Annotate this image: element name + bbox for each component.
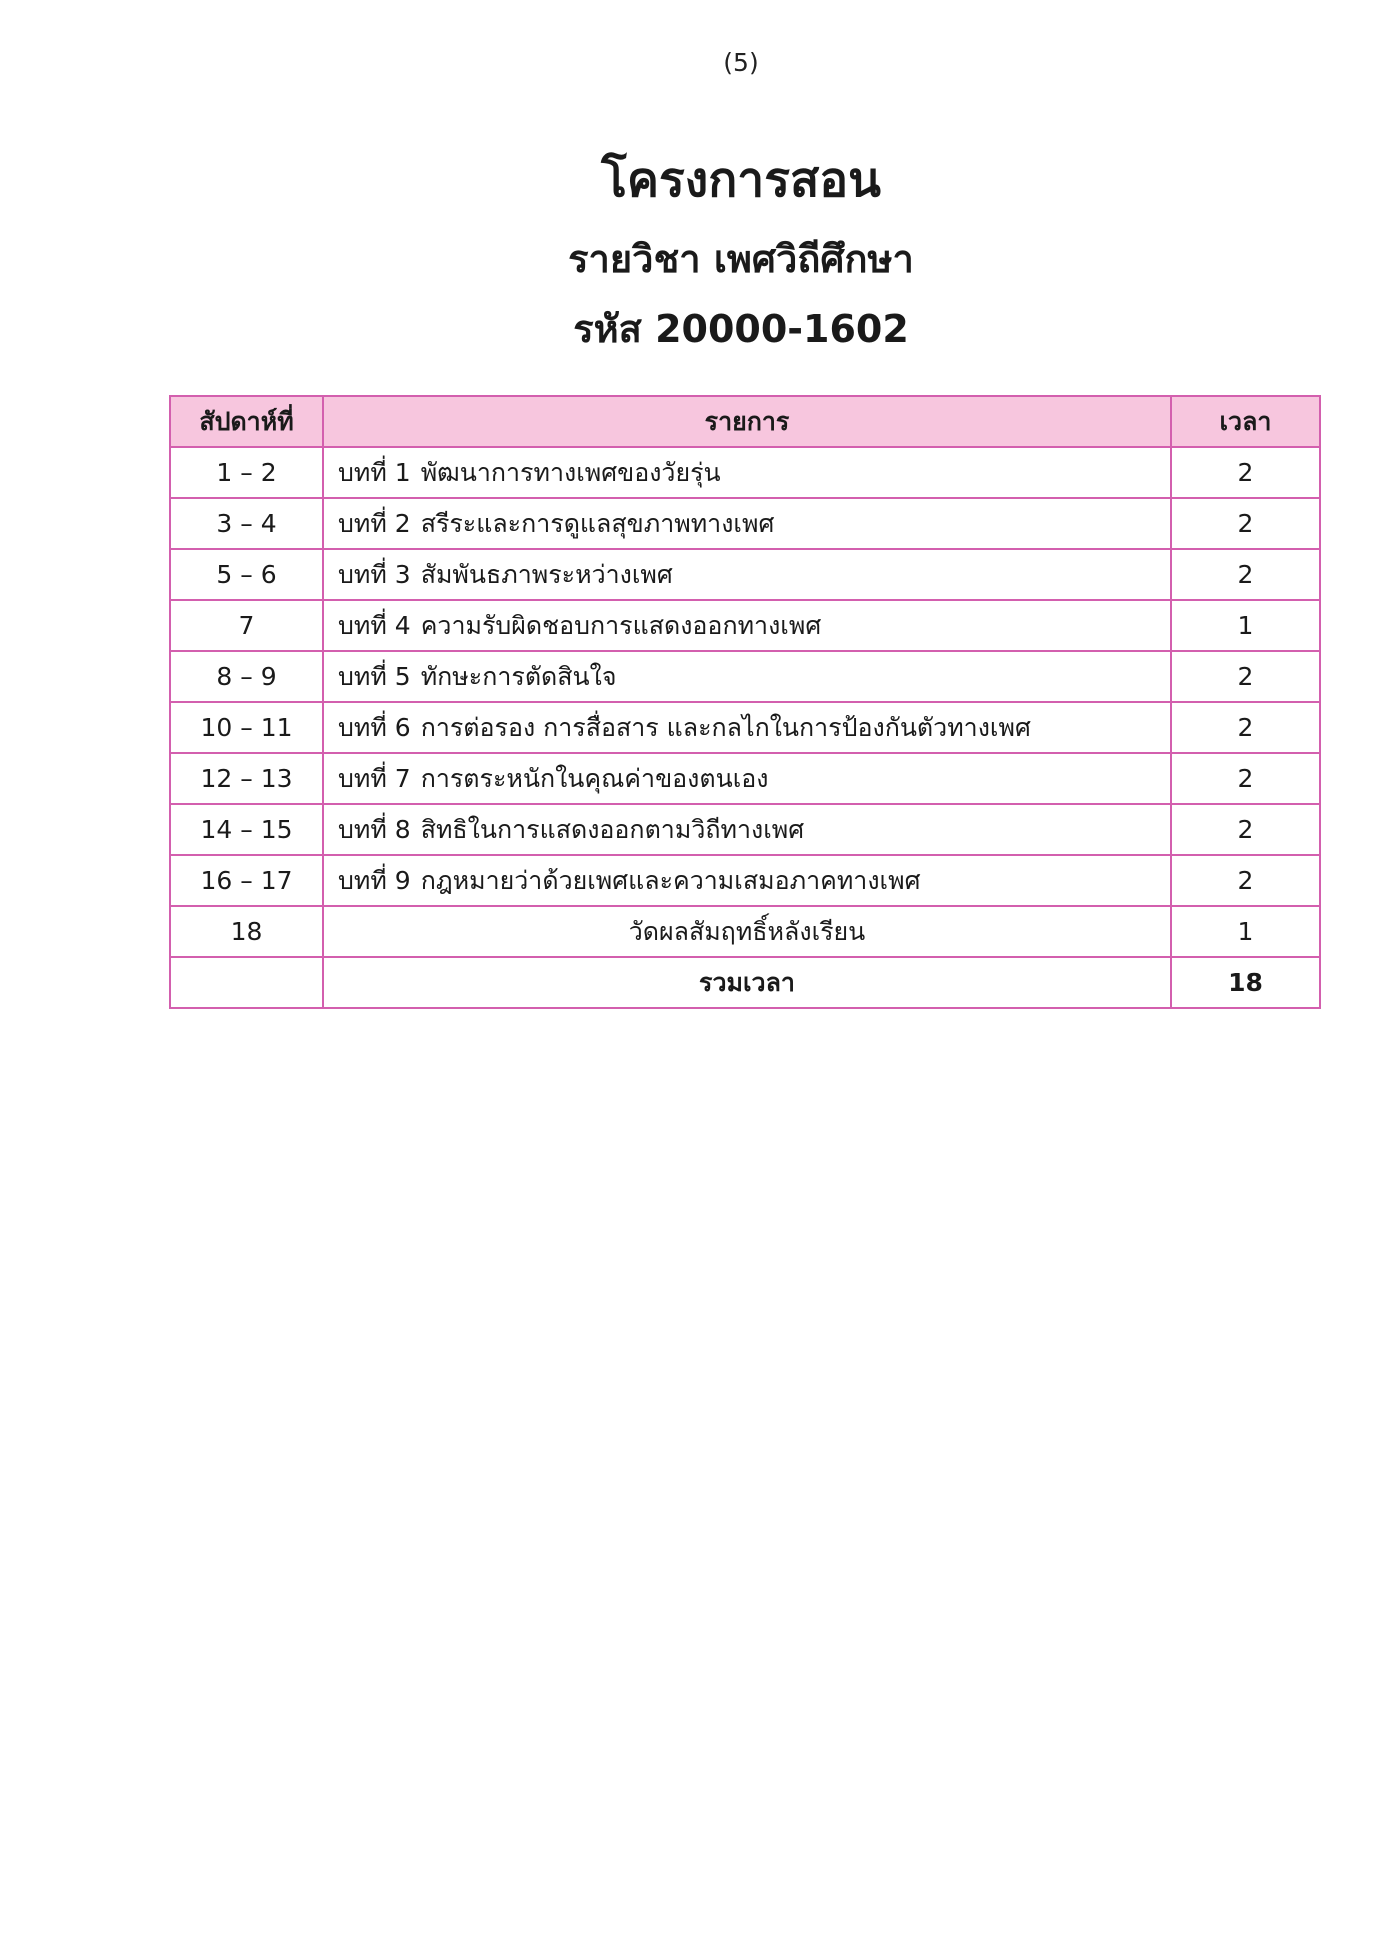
item-cell <box>323 651 1171 702</box>
total-label: รวมเวลา <box>323 957 1171 1008</box>
week-cell: 16 – 17 <box>170 855 323 906</box>
page-number: (5) <box>723 48 759 77</box>
time-cell: 2 <box>1171 753 1320 804</box>
evaluation-row <box>170 906 1320 957</box>
table-row <box>170 753 1320 804</box>
table-row <box>170 600 1320 651</box>
week-cell: 8 – 9 <box>170 651 323 702</box>
item-cell <box>323 549 1171 600</box>
time-cell: 1 <box>1171 906 1320 957</box>
lesson-number: บทที่ 2 <box>338 508 411 538</box>
lesson-title: พัฒนาการทางเพศของวัยรุ่น <box>420 457 721 487</box>
lesson-title: กฎหมายว่าด้วยเพศและความเสมอภาคทางเพศ <box>420 865 921 895</box>
header-time: เวลา <box>1171 396 1320 447</box>
header-item: รายการ <box>323 396 1171 447</box>
item-cell <box>323 855 1171 906</box>
lesson-title: สรีระและการดูแลสุขภาพทางเพศ <box>420 508 775 538</box>
item-cell <box>323 498 1171 549</box>
time-cell: 1 <box>1171 600 1320 651</box>
week-cell: 12 – 13 <box>170 753 323 804</box>
week-cell: 18 <box>170 906 323 957</box>
total-row <box>170 957 1320 1008</box>
lesson-title: สิทธิในการแสดงออกตามวิถีทางเพศ <box>420 814 805 844</box>
page-title: โครงการสอน <box>601 152 881 208</box>
total-time: 18 <box>1171 957 1320 1008</box>
teaching-schedule-table <box>169 395 1321 1009</box>
item-cell <box>323 804 1171 855</box>
lesson-number: บทที่ 9 <box>338 865 411 895</box>
lesson-number: บทที่ 3 <box>338 559 411 589</box>
table-header-row <box>170 396 1320 447</box>
table-row <box>170 447 1320 498</box>
item-cell <box>323 447 1171 498</box>
lesson-title: การตระหนักในคุณค่าของตนเอง <box>420 763 769 793</box>
subject-name: รายวิชา เพศวิถีศึกษา <box>568 237 914 281</box>
time-cell: 2 <box>1171 447 1320 498</box>
week-cell: 14 – 15 <box>170 804 323 855</box>
lesson-title: ทักษะการตัดสินใจ <box>420 661 617 691</box>
lesson-title: ความรับผิดชอบการแสดงออกทางเพศ <box>420 610 822 640</box>
week-cell: 3 – 4 <box>170 498 323 549</box>
lesson-number: บทที่ 4 <box>338 610 411 640</box>
time-cell: 2 <box>1171 702 1320 753</box>
time-cell: 2 <box>1171 804 1320 855</box>
time-cell: 2 <box>1171 651 1320 702</box>
lesson-title: การต่อรอง การสื่อสาร และกลไกในการป้องกันตัวทางเพศ <box>420 712 1031 742</box>
lesson-number: บทที่ 7 <box>338 763 411 793</box>
subject-code: รหัส 20000-1602 <box>573 307 909 351</box>
table-row <box>170 855 1320 906</box>
table-row <box>170 498 1320 549</box>
lesson-title: สัมพันธภาพระหว่างเพศ <box>420 559 673 589</box>
time-cell: 2 <box>1171 549 1320 600</box>
time-cell: 2 <box>1171 855 1320 906</box>
header-week: สัปดาห์ที่ <box>170 396 323 447</box>
week-cell: 1 – 2 <box>170 447 323 498</box>
table-row <box>170 549 1320 600</box>
evaluation-label: วัดผลสัมฤทธิ์หลังเรียน <box>323 906 1171 957</box>
lesson-number: บทที่ 8 <box>338 814 411 844</box>
item-cell <box>323 600 1171 651</box>
total-week-cell <box>170 957 323 1008</box>
table-row <box>170 702 1320 753</box>
week-cell: 5 – 6 <box>170 549 323 600</box>
lesson-number: บทที่ 6 <box>338 712 411 742</box>
week-cell: 7 <box>170 600 323 651</box>
item-cell <box>323 753 1171 804</box>
table-row <box>170 651 1320 702</box>
lesson-number: บทที่ 5 <box>338 661 411 691</box>
table-row <box>170 804 1320 855</box>
lesson-number: บทที่ 1 <box>338 457 411 487</box>
time-cell: 2 <box>1171 498 1320 549</box>
week-cell: 10 – 11 <box>170 702 323 753</box>
item-cell <box>323 702 1171 753</box>
